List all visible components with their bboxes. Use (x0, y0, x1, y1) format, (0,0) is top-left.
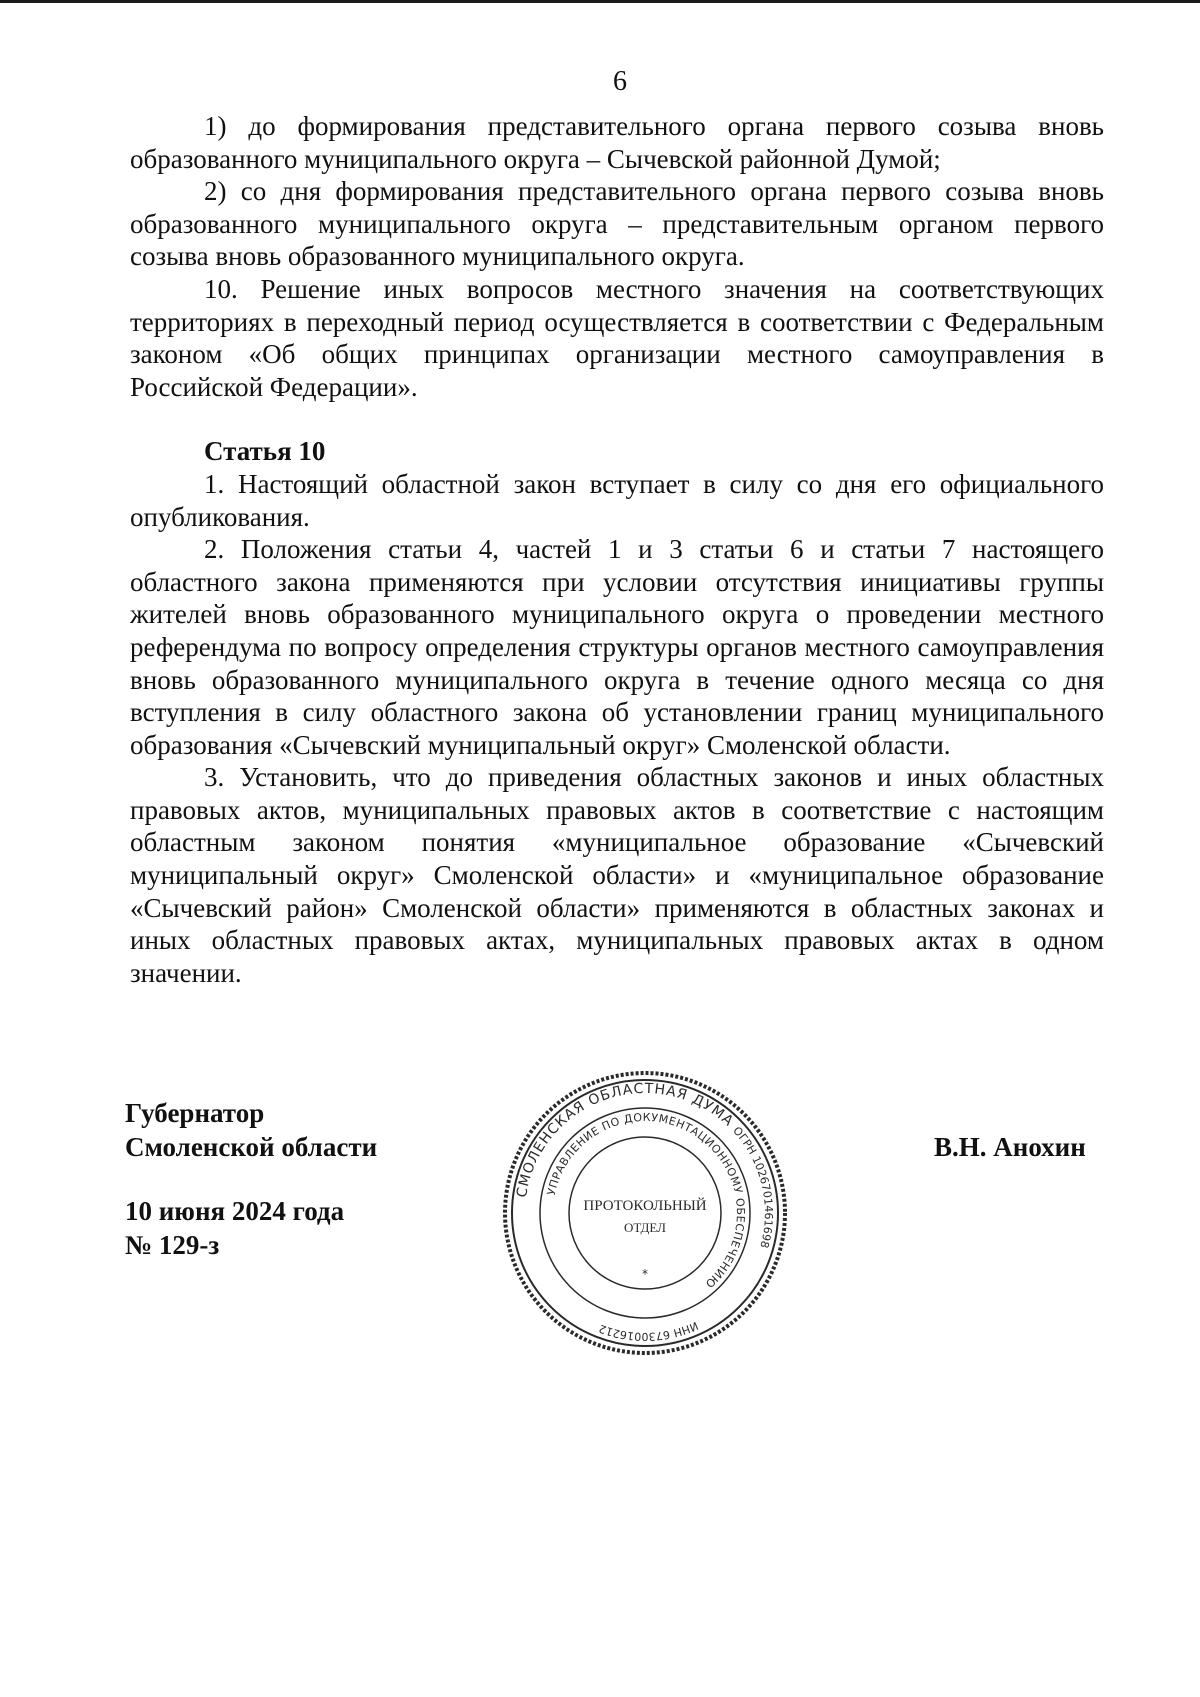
stamp-ogrn-text: ОГРН 1026701461698 (730, 1124, 776, 1250)
position-line-1: Губернатор (125, 1098, 265, 1128)
signatory-position (125, 1096, 377, 1164)
official-stamp (500, 1068, 790, 1358)
document-body (130, 110, 1104, 989)
position-line-2: Смоленской области (125, 1132, 378, 1162)
article-paragraph-3: 3. Установить, что до приведения областных законов и иных областных правовых актов, муниципальных правовых актов в соответствие с настоящим областным законом понятия «муниципальное образование «Сычевский муниципальный округ» Смоленской области» и «муниципальное образование «Сычевский район» Смоленской области» применяются в областных законах и иных областных правовых актах, муниципальных правовых актах в одном значении. (130, 762, 1104, 988)
stamp-star-icon: * (642, 1267, 648, 1281)
law-date: 10 июня 2024 года (125, 1196, 345, 1226)
stamp-center-line-2: ОТДЕЛ (624, 1220, 666, 1235)
paragraph-item-1: 1) до формирования представительного органа первого созыва вновь образованного муниципального округа – Сычевской районной Думой; (130, 111, 1104, 174)
top-border-line (0, 0, 1200, 3)
page-number: 6 (613, 66, 627, 97)
stamp-outer-text: СМОЛЕНСКАЯ ОБЛАСТНАЯ ДУМА (513, 1080, 737, 1199)
stamp-center-line-1: ПРОТОКОЛЬНЫЙ (583, 1198, 707, 1214)
law-date-number (125, 1194, 344, 1262)
article-paragraph-1: 1. Настоящий областной закон вступает в силу со дня его официального опубликования. (130, 468, 1104, 532)
stamp-inn-text: ИНН 6730016212 (597, 1318, 701, 1344)
article-title: Статья 10 (204, 436, 326, 467)
article-paragraph-2: 2. Положения статьи 4, частей 1 и 3 статьи 6 и статьи 7 настоящего областного закона применяются при условии отсутствия инициативы группы жителей вновь образованного муниципального округа о проведении местного референдума по вопросу определения структуры органов местного самоуправления вновь образованного муниципального округа в течение одного месяца со дня вступления в силу областного закона об установлении границ муниципального образования «Сычевский муниципальный округ» Смоленской области. (130, 534, 1104, 760)
law-number: № 129-з (125, 1230, 220, 1260)
stamp-ring-text: УПРАВЛЕНИЕ ПО ДОКУМЕНТАЦИОННОМУ ОБЕСПЕЧЕНИЮ (544, 1110, 748, 1291)
signatory-name: В.Н. Анохин (934, 1132, 1086, 1162)
paragraph-item-2: 2) со дня формирования представительного органа первого созыва вновь образованного муниципального округа – представительным органом первого созыва вновь образованного муниципального округа. (130, 176, 1104, 272)
paragraph-part-10: 10. Решение иных вопросов местного значения на соответствующих территориях в переходный период осуществляется в соответствии с Федеральным законом «Об общих принципах организации местного самоуправления в Российской Федерации». (130, 273, 1104, 402)
